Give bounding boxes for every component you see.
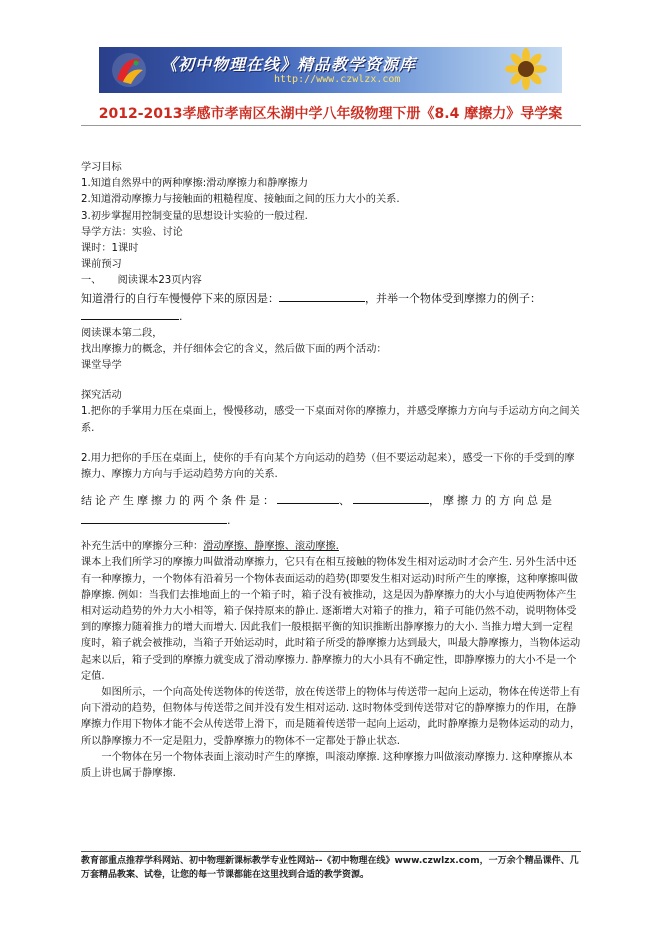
conclusion-line <box>81 491 581 531</box>
activity-item: 1.把你的手掌用力压在桌面上，慢慢移动，感受一下桌面对你的摩擦力，并感受摩擦力方向与手运动方向之间关系. <box>81 406 580 434</box>
banner-title: 《初中物理在线》精品教学资源库 <box>161 55 417 74</box>
class-heading: 课堂导学 <box>81 360 122 372</box>
preview-read2-text: 找出摩擦力的概念，并仔细体会它的含义，然后做下面的两个活动： <box>81 343 387 355</box>
period-line: 课时：1课时 <box>81 243 139 255</box>
period-mark: . <box>179 309 183 323</box>
document-title: 2012-2013孝感市孝南区朱湖中学八年级物理下册《8.4 摩擦力》导学案 <box>98 106 563 122</box>
swirl-logo-icon <box>111 52 147 88</box>
conclusion-sep: 、 <box>339 494 353 508</box>
sunflower-icon <box>486 47 556 93</box>
answer-blank[interactable] <box>277 492 339 504</box>
footer-divider <box>81 851 581 852</box>
goal-item: 2.知道滑动摩擦力与接触面的粗糙程度、接触面之间的压力大小的关系. <box>81 194 400 206</box>
goal-item: 1.知道自然界中的两种摩擦:滑动摩擦力和静摩擦力 <box>81 178 309 190</box>
preview-heading: 课前预习 <box>81 259 122 271</box>
title-divider <box>81 125 581 126</box>
header-banner <box>99 47 562 93</box>
explore-heading: 探究活动 <box>81 390 122 402</box>
preview-read2: 阅读课本第二段， <box>81 327 163 339</box>
answer-blank[interactable] <box>81 512 227 524</box>
supplement-types: 滑动摩擦、静摩擦、滚动摩擦. <box>203 541 339 553</box>
paragraph-static-friction: 课本上我们所学习的摩擦力叫做滑动摩擦力，它只有在相互接触的物体发生相对运动时才会产生. 另外生活中还有一种摩擦力，一个物体有沿着另一个物体表面运动的趋势(即要发生相对运动)时所产生的摩擦，这种摩擦叫做静摩擦. 例如：当我们去推地面上的一个箱子时，箱子没有被推动，这是因为静摩擦力的大小与迫使两物体产生相对运动趋势的外力大小相等，箱子保持原来的静止. 逐渐增大对箱子的推力，箱子可能仍然不动，说明物体受到的摩擦力随着推力的增大而增大. 因此我们一般根据平衡的知识推断出静摩擦力的大小. 当推力增大到一定程度时，箱子就会被推动，当箱子开始运动时，此时箱子所受的静摩擦力达到最大，叫最大静摩擦力，当物体运动起来以后，箱子受到的摩擦力就变成了滑动摩擦力. 静摩擦力的大小具有不确定性，即静摩擦力的大小不是一个定值. <box>81 557 581 682</box>
paragraph-conveyor: 如图所示，一个向高处传送物体的传送带，放在传送带上的物体与传送带一起向上运动，物体在传送带上有向下滑动的趋势，但物体与传送带之间并没有发生相对运动. 这时物体受到传送带对它的静摩擦力的作用，在静摩擦力作用下物体才能不会从传送带上滑下，而是随着传送带一起向上运动，此时静摩擦力是物体运动的动力，所以静摩擦力不一定是阻力，受静摩擦力的物体不一定都处于静止状态. <box>81 687 581 747</box>
main-content <box>81 160 581 782</box>
activity-item: 2.用力把你的手压在桌面上，使你的手有向某个方向运动的趋势（但不要运动起来），感受一下你的手受到的摩擦力、摩擦力方向与手运动趋势方向的关系. <box>81 452 575 481</box>
answer-blank[interactable] <box>81 308 179 320</box>
answer-blank[interactable] <box>353 492 429 504</box>
supplement-intro-text: 补充生活中的摩擦分三种： <box>81 541 204 553</box>
conclusion-text-a: 结论产生摩擦力的两个条件是： <box>81 494 277 508</box>
preview-item: 一、 阅读课本23页内容 <box>81 275 202 287</box>
period-mark: . <box>227 514 234 528</box>
page-footer: 教育部重点推荐学科网站、初中物理新课标教学专业性网站--《初中物理在线》www.czwlzx.com，一万余个精品课件、几万套精品教案、试卷，让您的每一节课都能在这里找到合适的教学资源。 <box>81 856 579 880</box>
goal-item: 3.初步掌握用控制变量的思想设计实验的一般过程. <box>81 210 308 222</box>
preview-question-a: 知道滑行的自行车慢慢停下来的原因是： <box>81 291 279 305</box>
banner-url[interactable]: http://www.czwlzx.com <box>274 74 401 85</box>
method-line: 导学方法：实验、讨论 <box>81 226 183 238</box>
conclusion-text-b: ，摩擦力的方向总是 <box>429 494 555 508</box>
supplement-intro <box>81 539 581 555</box>
preview-question-b: ，并举一个物体受到摩擦力的例子： <box>365 291 541 305</box>
answer-blank[interactable] <box>279 290 365 302</box>
goals-heading: 学习目标 <box>81 162 122 173</box>
paragraph-rolling: 一个物体在另一个物体表面上滚动时产生的摩擦，叫滚动摩擦. 这种摩擦力叫做滚动摩擦力. 这种摩擦从本质上讲也属于静摩擦. <box>81 751 573 780</box>
preview-question <box>81 290 581 326</box>
